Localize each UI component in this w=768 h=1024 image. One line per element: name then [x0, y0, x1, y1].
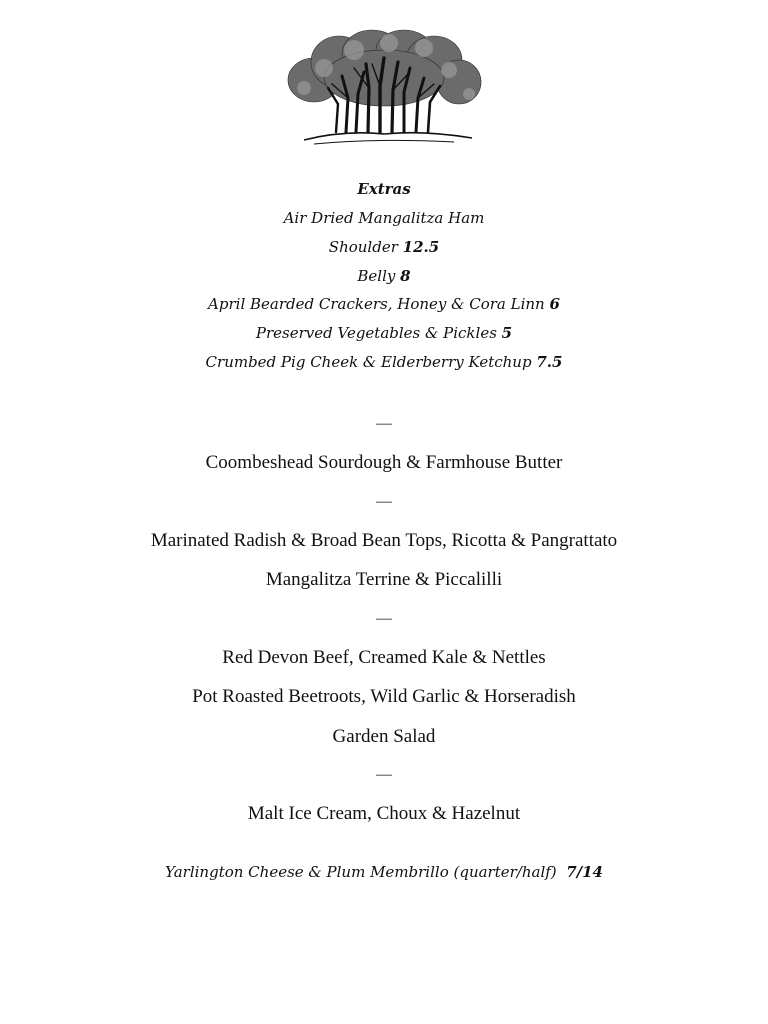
course-bread: Coombeshead Sourdough & Farmhouse Butter: [205, 452, 563, 473]
cheese-price: 7/14: [566, 863, 603, 881]
extras-item-price: 6: [549, 295, 560, 313]
extras-item-name: Air Dried Mangalitza Ham: [283, 209, 485, 227]
cheese-name: Yarlington Cheese & Plum Membrillo (quarter/half): [164, 863, 567, 881]
extras-item-price: 8: [400, 267, 411, 285]
section-divider: —: [376, 415, 392, 432]
course-main-3: Garden Salad: [332, 726, 436, 747]
extras-item-name: April Bearded Crackers, Honey & Cora Linn: [208, 295, 550, 313]
extras-item-name: Crumbed Pig Cheek & Elderberry Ketchup: [205, 353, 537, 371]
extras-item-name: Belly: [357, 267, 401, 285]
extras-heading: Extras: [357, 180, 411, 198]
extras-item-crackers: [0, 294, 768, 314]
extras-item-price: 12.5: [402, 238, 440, 256]
course-main-2: Pot Roasted Beetroots, Wild Garlic & Horseradish: [192, 686, 576, 707]
section-divider: —: [376, 610, 392, 627]
section-divider: —: [376, 493, 392, 510]
extras-item-name: Preserved Vegetables & Pickles: [255, 324, 502, 342]
extras-item-pig-cheek: [0, 352, 768, 372]
extras-item-name: Shoulder: [328, 238, 403, 256]
cheese-line: [0, 862, 768, 882]
extras-item-pickles: [0, 323, 768, 343]
extras-item-shoulder: [0, 237, 768, 257]
extras-item-belly: [0, 266, 768, 286]
course-starter-2: Mangalitza Terrine & Piccalilli: [265, 569, 503, 590]
extras-item-price: 7.5: [536, 353, 563, 371]
extras-item-ham: [0, 208, 768, 228]
course-main-1: Red Devon Beef, Creamed Kale & Nettles: [222, 647, 546, 668]
section-divider: —: [376, 766, 392, 783]
extras-item-price: 5: [501, 324, 513, 342]
course-starter-1: Marinated Radish & Broad Bean Tops, Ricotta & Pangrattato: [150, 530, 618, 551]
course-dessert: Malt Ice Cream, Choux & Hazelnut: [247, 803, 521, 824]
tree-grove-icon: [284, 28, 484, 146]
